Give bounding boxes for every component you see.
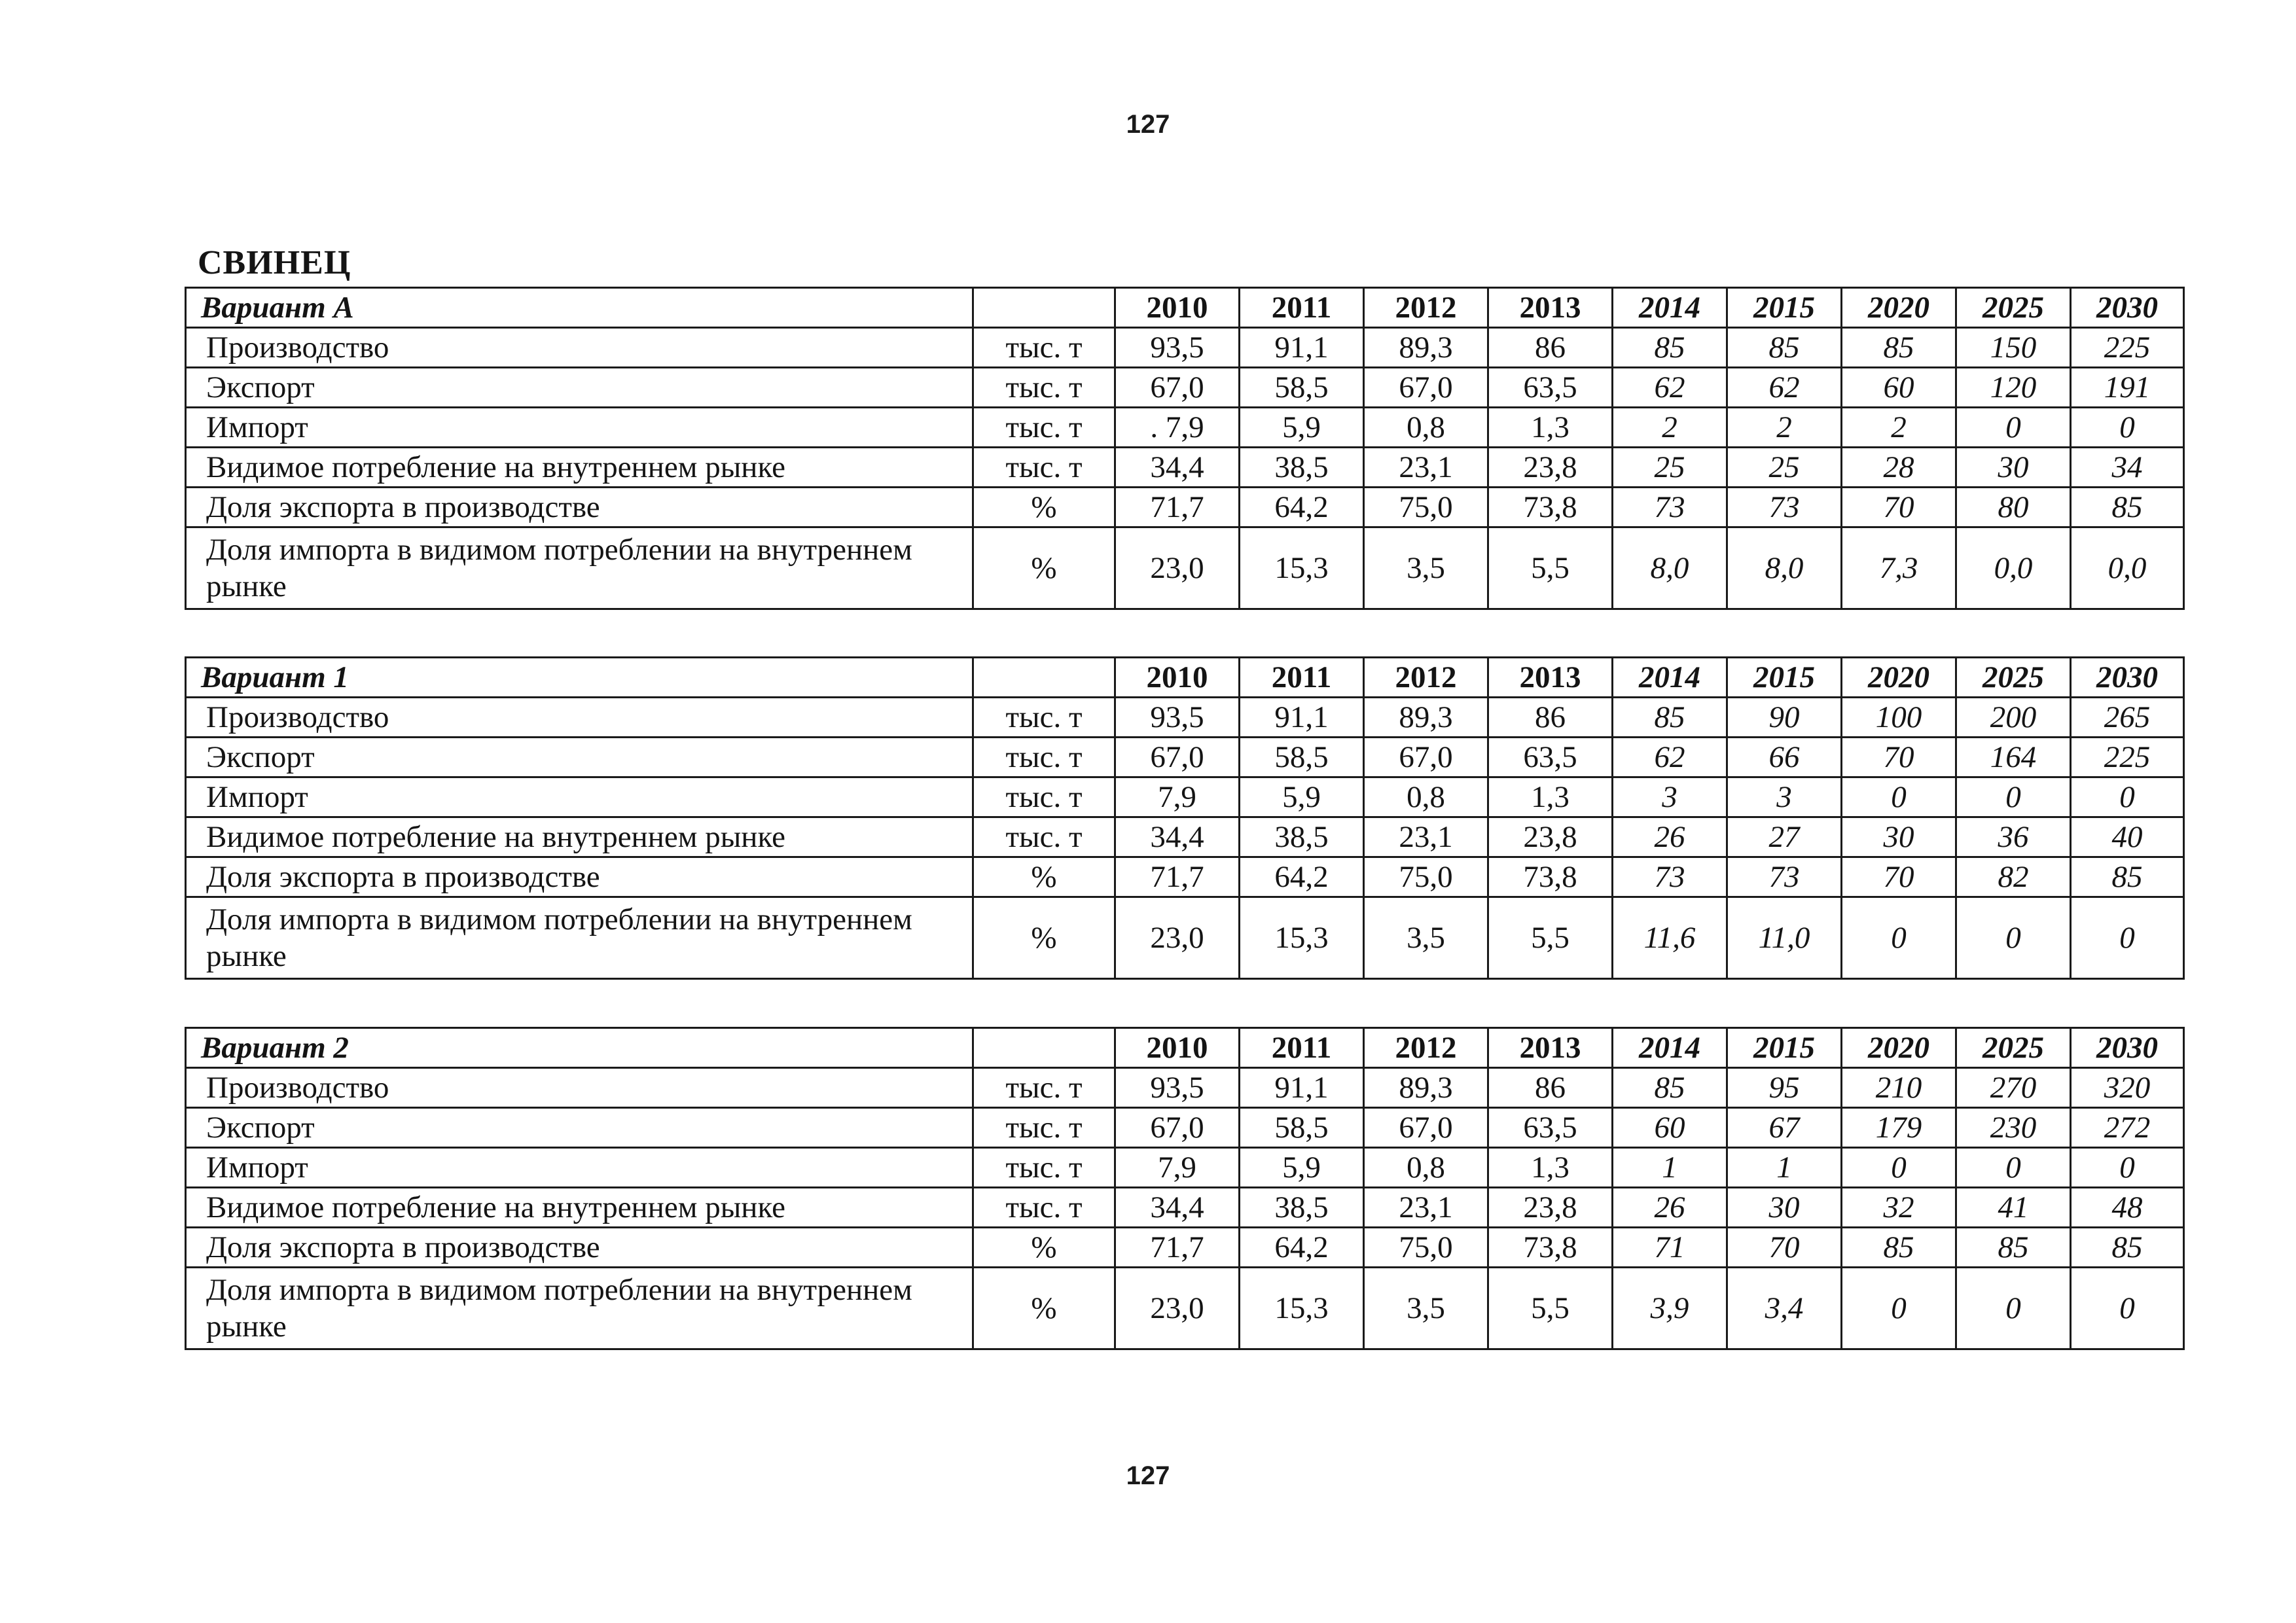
- table-row: [186, 698, 2184, 738]
- value-cell: 230: [1956, 1108, 2071, 1148]
- row-label: Доля импорта в видимом потреблении на внутреннем рынке: [186, 897, 973, 979]
- value-cell: 85: [1727, 328, 1842, 368]
- value-cell: 80: [1956, 488, 2071, 527]
- value-cell: 164: [1956, 738, 2071, 777]
- value-cell: 34,4: [1115, 817, 1240, 857]
- row-unit: тыс. т: [973, 368, 1115, 408]
- year-header: 2020: [1842, 658, 1956, 698]
- value-cell: 225: [2071, 738, 2184, 777]
- value-cell: 86: [1488, 1068, 1613, 1108]
- row-unit: тыс. т: [973, 1148, 1115, 1188]
- value-cell: 58,5: [1240, 1108, 1364, 1148]
- table-header-row: [186, 1028, 2184, 1068]
- value-cell: 0: [1956, 1148, 2071, 1188]
- table-row: [186, 448, 2184, 488]
- value-cell: 63,5: [1488, 1108, 1613, 1148]
- value-cell: 0: [1842, 1268, 1956, 1349]
- value-cell: 41: [1956, 1188, 2071, 1228]
- value-cell: 38,5: [1240, 448, 1364, 488]
- unit-header-cell: [973, 658, 1115, 698]
- value-cell: 0: [1956, 408, 2071, 448]
- value-cell: 36: [1956, 817, 2071, 857]
- value-cell: 15,3: [1240, 527, 1364, 609]
- value-cell: 63,5: [1488, 368, 1613, 408]
- row-unit: %: [973, 897, 1115, 979]
- table-row: [186, 368, 2184, 408]
- value-cell: 85: [1842, 328, 1956, 368]
- value-cell: 23,1: [1364, 817, 1488, 857]
- value-cell: 67: [1727, 1108, 1842, 1148]
- value-cell: 85: [1956, 1228, 2071, 1268]
- value-cell: 3,5: [1364, 527, 1488, 609]
- variant-heading: Вариант 1: [186, 658, 973, 698]
- value-cell: 23,1: [1364, 448, 1488, 488]
- page-number-bottom: 127: [1126, 1461, 1170, 1490]
- value-cell: 3: [1613, 777, 1727, 817]
- table-row: [186, 857, 2184, 897]
- value-cell: 2: [1613, 408, 1727, 448]
- value-cell: 71: [1613, 1228, 1727, 1268]
- value-cell: 5,5: [1488, 1268, 1613, 1349]
- value-cell: 67,0: [1364, 368, 1488, 408]
- value-cell: 82: [1956, 857, 2071, 897]
- value-cell: 0: [2071, 1148, 2184, 1188]
- value-cell: 67,0: [1364, 1108, 1488, 1148]
- value-cell: 0: [1956, 777, 2071, 817]
- value-cell: 63,5: [1488, 738, 1613, 777]
- year-header: 2013: [1488, 1028, 1613, 1068]
- value-cell: 90: [1727, 698, 1842, 738]
- value-cell: 30: [1842, 817, 1956, 857]
- value-cell: 34: [2071, 448, 2184, 488]
- year-header: 2015: [1727, 658, 1842, 698]
- value-cell: 73: [1613, 857, 1727, 897]
- year-header: 2020: [1842, 1028, 1956, 1068]
- value-cell: 0,8: [1364, 777, 1488, 817]
- table-row: [186, 817, 2184, 857]
- row-unit: тыс. т: [973, 1108, 1115, 1148]
- value-cell: 7,9: [1115, 1148, 1240, 1188]
- value-cell: 150: [1956, 328, 2071, 368]
- value-cell: 67,0: [1115, 738, 1240, 777]
- value-cell: 38,5: [1240, 1188, 1364, 1228]
- value-cell: 23,1: [1364, 1188, 1488, 1228]
- value-cell: 60: [1613, 1108, 1727, 1148]
- value-cell: 32: [1842, 1188, 1956, 1228]
- value-cell: 23,0: [1115, 1268, 1240, 1349]
- row-label: Экспорт: [186, 1108, 973, 1148]
- value-cell: 3: [1727, 777, 1842, 817]
- value-cell: 91,1: [1240, 328, 1364, 368]
- value-cell: 64,2: [1240, 1228, 1364, 1268]
- variant-heading: Вариант 2: [186, 1028, 973, 1068]
- value-cell: 25: [1727, 448, 1842, 488]
- value-cell: 0: [2071, 408, 2184, 448]
- row-unit: тыс. т: [973, 328, 1115, 368]
- value-cell: 11,0: [1727, 897, 1842, 979]
- value-cell: 5,5: [1488, 527, 1613, 609]
- row-unit: тыс. т: [973, 448, 1115, 488]
- value-cell: 8,0: [1613, 527, 1727, 609]
- variant-heading: Вариант А: [186, 288, 973, 328]
- value-cell: 27: [1727, 817, 1842, 857]
- table-row: [186, 328, 2184, 368]
- value-cell: 73: [1727, 857, 1842, 897]
- value-cell: 0: [2071, 777, 2184, 817]
- value-cell: 272: [2071, 1108, 2184, 1148]
- value-cell: 15,3: [1240, 1268, 1364, 1349]
- table-row: [186, 897, 2184, 979]
- value-cell: 70: [1727, 1228, 1842, 1268]
- year-header: 2014: [1613, 288, 1727, 328]
- year-header: 2025: [1956, 658, 2071, 698]
- row-unit: тыс. т: [973, 408, 1115, 448]
- value-cell: 210: [1842, 1068, 1956, 1108]
- value-cell: 85: [1613, 328, 1727, 368]
- value-cell: 26: [1613, 817, 1727, 857]
- row-label: Доля экспорта в производстве: [186, 1228, 973, 1268]
- year-header: 2010: [1115, 288, 1240, 328]
- value-cell: 0,0: [1956, 527, 2071, 609]
- value-cell: 120: [1956, 368, 2071, 408]
- value-cell: 58,5: [1240, 368, 1364, 408]
- value-cell: 15,3: [1240, 897, 1364, 979]
- table-row: [186, 738, 2184, 777]
- value-cell: 70: [1842, 738, 1956, 777]
- row-unit: %: [973, 1268, 1115, 1349]
- value-cell: 85: [1613, 698, 1727, 738]
- value-cell: 30: [1956, 448, 2071, 488]
- value-cell: 3,5: [1364, 897, 1488, 979]
- value-cell: 191: [2071, 368, 2184, 408]
- row-label: Импорт: [186, 408, 973, 448]
- row-label: Доля экспорта в производстве: [186, 488, 973, 527]
- year-header: 2025: [1956, 288, 2071, 328]
- value-cell: 75,0: [1364, 488, 1488, 527]
- value-cell: 265: [2071, 698, 2184, 738]
- row-label: Производство: [186, 328, 973, 368]
- value-cell: 179: [1842, 1108, 1956, 1148]
- table-row: [186, 1188, 2184, 1228]
- value-cell: 5,9: [1240, 408, 1364, 448]
- value-cell: 89,3: [1364, 698, 1488, 738]
- value-cell: 3,5: [1364, 1268, 1488, 1349]
- row-unit: %: [973, 527, 1115, 609]
- value-cell: 0,0: [2071, 527, 2184, 609]
- page-number-top: 127: [1126, 110, 1170, 139]
- row-unit: тыс. т: [973, 1068, 1115, 1108]
- value-cell: 66: [1727, 738, 1842, 777]
- year-header: 2011: [1240, 658, 1364, 698]
- value-cell: 23,8: [1488, 817, 1613, 857]
- value-cell: 5,9: [1240, 1148, 1364, 1188]
- unit-header-cell: [973, 288, 1115, 328]
- table-variant-1: [185, 656, 2185, 980]
- table-header-row: [186, 288, 2184, 328]
- table-row: [186, 1228, 2184, 1268]
- row-label: Видимое потребление на внутреннем рынке: [186, 448, 973, 488]
- value-cell: 23,0: [1115, 897, 1240, 979]
- table-row: [186, 1068, 2184, 1108]
- year-header: 2030: [2071, 1028, 2184, 1068]
- value-cell: 5,5: [1488, 897, 1613, 979]
- value-cell: 67,0: [1115, 1108, 1240, 1148]
- value-cell: 7,9: [1115, 777, 1240, 817]
- value-cell: 1,3: [1488, 777, 1613, 817]
- table-row: [186, 408, 2184, 448]
- value-cell: 73,8: [1488, 857, 1613, 897]
- year-header: 2012: [1364, 1028, 1488, 1068]
- row-label: Импорт: [186, 777, 973, 817]
- year-header: 2011: [1240, 1028, 1364, 1068]
- value-cell: 89,3: [1364, 328, 1488, 368]
- value-cell: 23,8: [1488, 1188, 1613, 1228]
- value-cell: 86: [1488, 698, 1613, 738]
- value-cell: 75,0: [1364, 857, 1488, 897]
- value-cell: 23,8: [1488, 448, 1613, 488]
- value-cell: 5,9: [1240, 777, 1364, 817]
- value-cell: 2: [1842, 408, 1956, 448]
- value-cell: 91,1: [1240, 1068, 1364, 1108]
- value-cell: 0: [2071, 897, 2184, 979]
- value-cell: 11,6: [1613, 897, 1727, 979]
- row-label: Доля импорта в видимом потреблении на внутреннем рынке: [186, 527, 973, 609]
- row-unit: %: [973, 488, 1115, 527]
- row-unit: тыс. т: [973, 817, 1115, 857]
- value-cell: 86: [1488, 328, 1613, 368]
- value-cell: 93,5: [1115, 698, 1240, 738]
- document-title: СВИНЕЦ: [198, 244, 351, 281]
- value-cell: 26: [1613, 1188, 1727, 1228]
- year-header: 2030: [2071, 288, 2184, 328]
- value-cell: 1: [1727, 1148, 1842, 1188]
- value-cell: 1: [1613, 1148, 1727, 1188]
- table-row: [186, 1268, 2184, 1349]
- value-cell: . 7,9: [1115, 408, 1240, 448]
- value-cell: 93,5: [1115, 1068, 1240, 1108]
- table-variant-a: [185, 287, 2185, 610]
- year-header: 2010: [1115, 1028, 1240, 1068]
- year-header: 2013: [1488, 288, 1613, 328]
- row-label: Экспорт: [186, 738, 973, 777]
- value-cell: 85: [2071, 857, 2184, 897]
- value-cell: 71,7: [1115, 488, 1240, 527]
- value-cell: 0: [1842, 777, 1956, 817]
- value-cell: 100: [1842, 698, 1956, 738]
- value-cell: 0,8: [1364, 408, 1488, 448]
- value-cell: 38,5: [1240, 817, 1364, 857]
- row-label: Видимое потребление на внутреннем рынке: [186, 817, 973, 857]
- value-cell: 71,7: [1115, 857, 1240, 897]
- value-cell: 95: [1727, 1068, 1842, 1108]
- row-label: Доля экспорта в производстве: [186, 857, 973, 897]
- value-cell: 60: [1842, 368, 1956, 408]
- year-header: 2015: [1727, 288, 1842, 328]
- row-label: Производство: [186, 1068, 973, 1108]
- row-unit: %: [973, 857, 1115, 897]
- value-cell: 0: [1842, 1148, 1956, 1188]
- table-row: [186, 488, 2184, 527]
- value-cell: 64,2: [1240, 857, 1364, 897]
- value-cell: 73: [1727, 488, 1842, 527]
- value-cell: 34,4: [1115, 1188, 1240, 1228]
- value-cell: 85: [1842, 1228, 1956, 1268]
- value-cell: 8,0: [1727, 527, 1842, 609]
- year-header: 2010: [1115, 658, 1240, 698]
- value-cell: 34,4: [1115, 448, 1240, 488]
- value-cell: 85: [1613, 1068, 1727, 1108]
- value-cell: 85: [2071, 1228, 2184, 1268]
- value-cell: 23,0: [1115, 527, 1240, 609]
- value-cell: 270: [1956, 1068, 2071, 1108]
- value-cell: 75,0: [1364, 1228, 1488, 1268]
- value-cell: 70: [1842, 857, 1956, 897]
- table-row: [186, 1108, 2184, 1148]
- year-header: 2020: [1842, 288, 1956, 328]
- value-cell: 62: [1613, 738, 1727, 777]
- value-cell: 320: [2071, 1068, 2184, 1108]
- value-cell: 28: [1842, 448, 1956, 488]
- value-cell: 89,3: [1364, 1068, 1488, 1108]
- value-cell: 62: [1727, 368, 1842, 408]
- value-cell: 67,0: [1115, 368, 1240, 408]
- table-header-row: [186, 658, 2184, 698]
- value-cell: 70: [1842, 488, 1956, 527]
- value-cell: 3,4: [1727, 1268, 1842, 1349]
- year-header: 2014: [1613, 658, 1727, 698]
- value-cell: 1,3: [1488, 1148, 1613, 1188]
- value-cell: 93,5: [1115, 328, 1240, 368]
- value-cell: 0: [1956, 897, 2071, 979]
- year-header: 2013: [1488, 658, 1613, 698]
- year-header: 2012: [1364, 288, 1488, 328]
- value-cell: 67,0: [1364, 738, 1488, 777]
- unit-header-cell: [973, 1028, 1115, 1068]
- value-cell: 58,5: [1240, 738, 1364, 777]
- value-cell: 0,8: [1364, 1148, 1488, 1188]
- value-cell: 0: [1956, 1268, 2071, 1349]
- row-unit: %: [973, 1228, 1115, 1268]
- value-cell: 0: [2071, 1268, 2184, 1349]
- row-unit: тыс. т: [973, 738, 1115, 777]
- value-cell: 64,2: [1240, 488, 1364, 527]
- row-label: Экспорт: [186, 368, 973, 408]
- value-cell: 73,8: [1488, 1228, 1613, 1268]
- year-header: 2014: [1613, 1028, 1727, 1068]
- value-cell: 73: [1613, 488, 1727, 527]
- value-cell: 40: [2071, 817, 2184, 857]
- value-cell: 25: [1613, 448, 1727, 488]
- value-cell: 0: [1842, 897, 1956, 979]
- value-cell: 225: [2071, 328, 2184, 368]
- row-label: Видимое потребление на внутреннем рынке: [186, 1188, 973, 1228]
- value-cell: 73,8: [1488, 488, 1613, 527]
- value-cell: 85: [2071, 488, 2184, 527]
- year-header: 2025: [1956, 1028, 2071, 1068]
- row-label: Производство: [186, 698, 973, 738]
- value-cell: 30: [1727, 1188, 1842, 1228]
- table-row: [186, 777, 2184, 817]
- value-cell: 48: [2071, 1188, 2184, 1228]
- value-cell: 2: [1727, 408, 1842, 448]
- table-row: [186, 527, 2184, 609]
- value-cell: 200: [1956, 698, 2071, 738]
- year-header: 2012: [1364, 658, 1488, 698]
- year-header: 2030: [2071, 658, 2184, 698]
- row-label: Доля импорта в видимом потреблении на внутреннем рынке: [186, 1268, 973, 1349]
- row-unit: тыс. т: [973, 1188, 1115, 1228]
- value-cell: 1,3: [1488, 408, 1613, 448]
- row-unit: тыс. т: [973, 698, 1115, 738]
- table-row: [186, 1148, 2184, 1188]
- value-cell: 3,9: [1613, 1268, 1727, 1349]
- row-label: Импорт: [186, 1148, 973, 1188]
- year-header: 2015: [1727, 1028, 1842, 1068]
- table-variant-2: [185, 1027, 2185, 1350]
- value-cell: 91,1: [1240, 698, 1364, 738]
- year-header: 2011: [1240, 288, 1364, 328]
- value-cell: 62: [1613, 368, 1727, 408]
- value-cell: 7,3: [1842, 527, 1956, 609]
- value-cell: 71,7: [1115, 1228, 1240, 1268]
- row-unit: тыс. т: [973, 777, 1115, 817]
